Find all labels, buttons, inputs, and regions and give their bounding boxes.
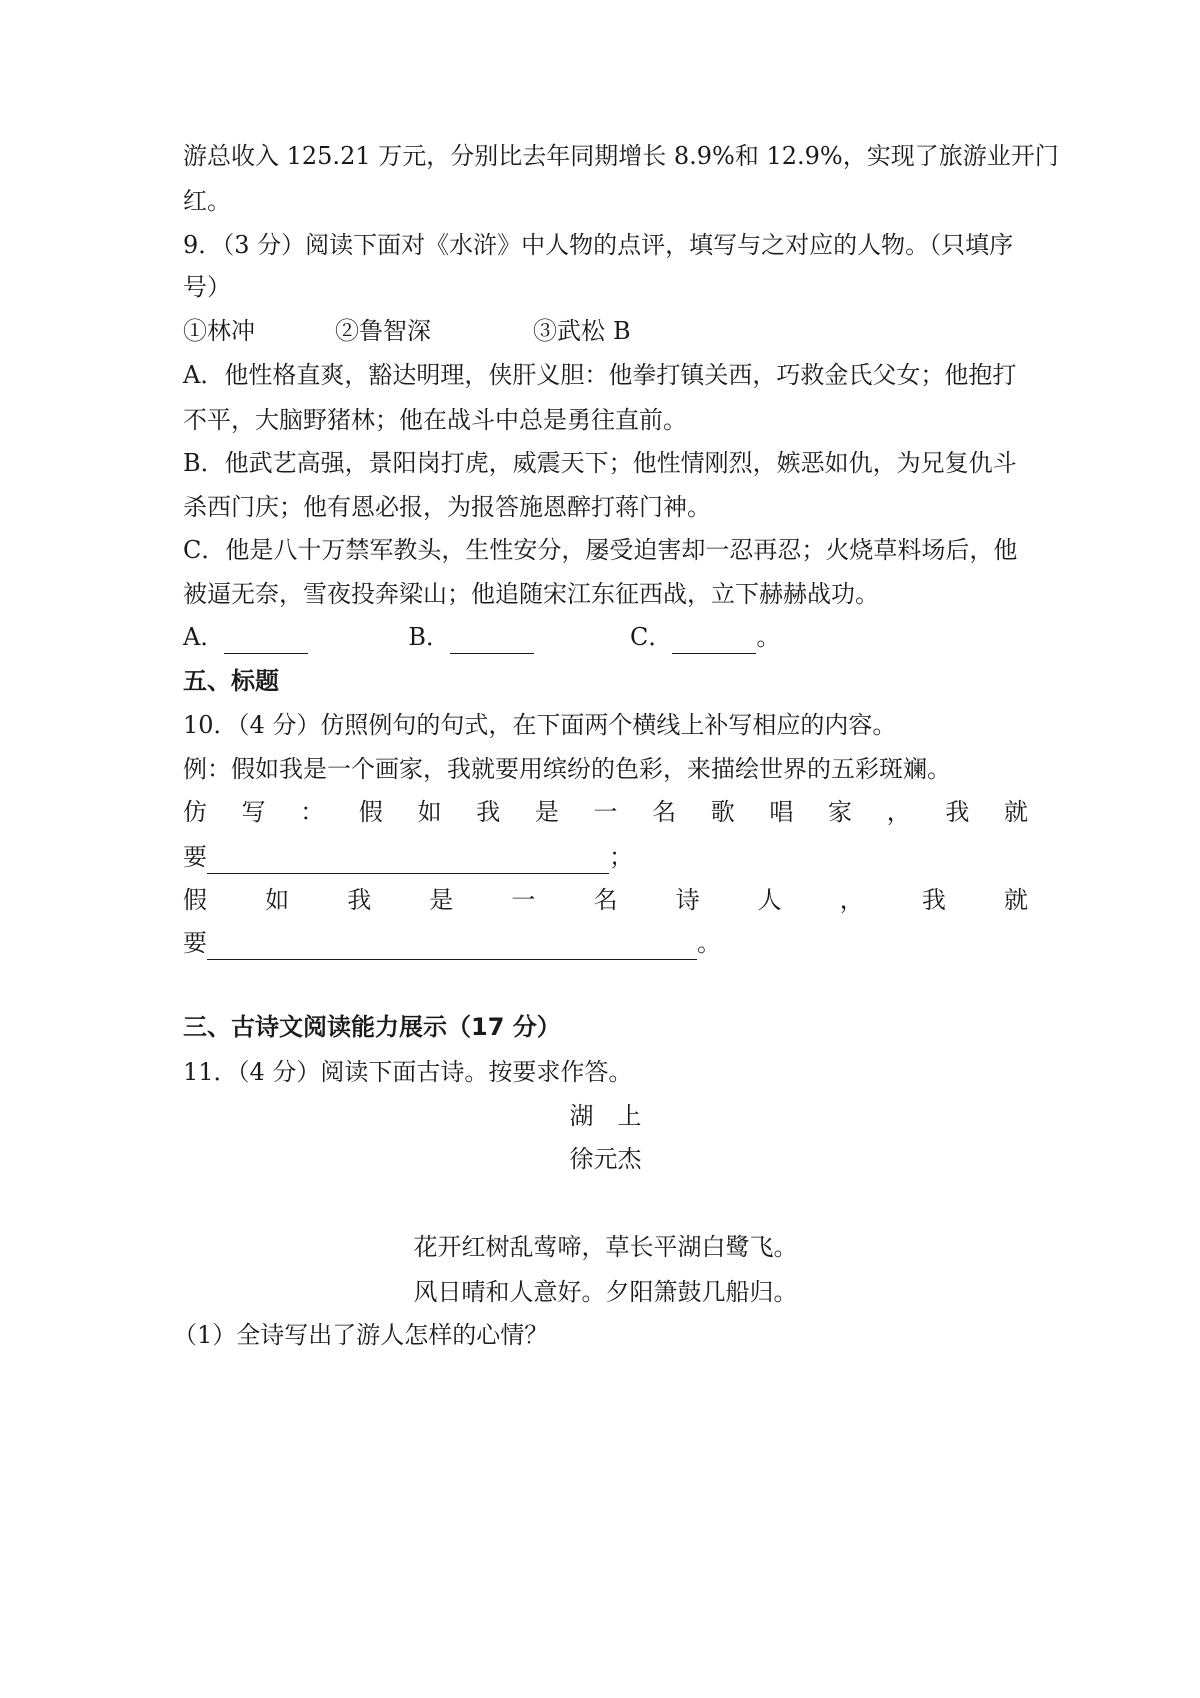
char: 就 xyxy=(1003,886,1028,914)
char: 唱 xyxy=(769,798,794,826)
char: 我 xyxy=(921,886,946,914)
char: 人 xyxy=(757,886,782,914)
char: 要 xyxy=(183,843,207,871)
answer-end: 。 xyxy=(756,623,781,651)
char: ， xyxy=(886,798,911,826)
answer-C-blank[interactable] xyxy=(672,627,756,654)
section-5-heading: 五、标题 xyxy=(183,667,279,695)
char: 。 xyxy=(697,929,721,957)
answer-C-label: C． xyxy=(629,623,673,651)
char: 是 xyxy=(429,886,454,914)
char: 是 xyxy=(534,798,559,826)
option-3: ③武松 xyxy=(533,317,605,345)
q11-stem: 11．（4 分）阅读下面古诗。按要求作答。 xyxy=(183,1058,633,1086)
char: 如 xyxy=(265,886,290,914)
q9-A-line-1: A．他性格直爽，豁达明理，侠肝义胆：他拳打镇关西，巧救金氏父女；他抱打 xyxy=(183,361,1017,389)
char: ； xyxy=(609,843,633,871)
continuation-line-2: 红。 xyxy=(183,187,231,215)
char: 就 xyxy=(1003,798,1028,826)
char: 家 xyxy=(828,798,853,826)
char: 我 xyxy=(347,886,372,914)
q10-stem: 10．（4 分）仿照例句的句式，在下面两个横线上补写相应的内容。 xyxy=(183,711,897,739)
q11-sub-1: （1）全诗写出了游人怎样的心情？ xyxy=(173,1321,549,1349)
option-2: ②鲁智深 xyxy=(335,317,431,345)
char: 要 xyxy=(183,929,207,957)
char: 一 xyxy=(593,798,618,826)
q9-answer-row xyxy=(183,620,780,654)
q10-example: 例：假如我是一个画家，我就要用缤纷的色彩，来描绘世界的五彩斑斓。 xyxy=(183,755,951,783)
imitate-2-blank[interactable] xyxy=(207,933,697,960)
answer-B-label: B． xyxy=(408,623,450,651)
q9-options xyxy=(183,314,631,348)
poem-title: 湖 上 xyxy=(569,1102,642,1130)
imitate-1-blank[interactable] xyxy=(207,847,609,874)
option-answer: B xyxy=(613,317,631,345)
q9-stem-line-1: 9．（3 分）阅读下面对《水浒》中人物的点评，填写与之对应的人物。（只填序 xyxy=(183,231,1014,259)
q9-B-line-1: B．他武艺高强，景阳岗打虎，威震天下；他性情刚烈，嫉恶如仇，为兄复仇斗 xyxy=(183,449,1017,477)
q9-B-line-2: 杀西门庆；他有恩必报，为报答施恩醉打蒋门神。 xyxy=(183,493,711,521)
char: 写 xyxy=(241,798,266,826)
q9-C-line-2: 被逼无奈，雪夜投奔梁山；他追随宋江东征西战，立下赫赫战功。 xyxy=(183,580,879,608)
char: 仿 xyxy=(183,798,207,826)
poem-author: 徐元杰 xyxy=(569,1145,642,1173)
section-3-heading: 三、古诗文阅读能力展示（17 分） xyxy=(183,1013,561,1041)
q9-A-line-2: 不平，大脑野猪林；他在战斗中总是勇往直前。 xyxy=(183,406,687,434)
char: 名 xyxy=(593,886,618,914)
char: 假 xyxy=(358,798,383,826)
char: 一 xyxy=(511,886,536,914)
q10-imitate-1 xyxy=(183,795,1028,829)
answer-A-blank[interactable] xyxy=(224,627,308,654)
continuation-line-1: 游总收入 125.21 万元，分别比去年同期增长 8.9%和 12.9%，实现了旅游业开门 xyxy=(183,142,1059,170)
poem-line-1: 花开红树乱莺啼，草长平湖白鹭飞。 xyxy=(413,1233,798,1261)
char: ： xyxy=(300,798,325,826)
char: 假 xyxy=(183,886,207,914)
q10-imitate-1-end xyxy=(183,840,633,874)
answer-B-blank[interactable] xyxy=(450,627,534,654)
answer-A-label: A． xyxy=(183,623,225,651)
char: 如 xyxy=(417,798,442,826)
q9-stem-line-2: 号） xyxy=(183,273,231,301)
char: 我 xyxy=(476,798,501,826)
char: 歌 xyxy=(710,798,735,826)
q10-imitate-2-end xyxy=(183,926,721,960)
char: 诗 xyxy=(675,886,700,914)
char: 我 xyxy=(945,798,970,826)
q9-C-line-1: C．他是八十万禁军教头，生性安分，屡受迫害却一忍再忍；火烧草料场后，他 xyxy=(183,536,1018,564)
q10-imitate-2 xyxy=(183,883,1028,917)
poem-line-2: 风日晴和人意好。夕阳箫鼓几船归。 xyxy=(413,1278,798,1306)
char: 名 xyxy=(652,798,677,826)
option-1: ①林冲 xyxy=(183,317,255,345)
char: ， xyxy=(839,886,864,914)
